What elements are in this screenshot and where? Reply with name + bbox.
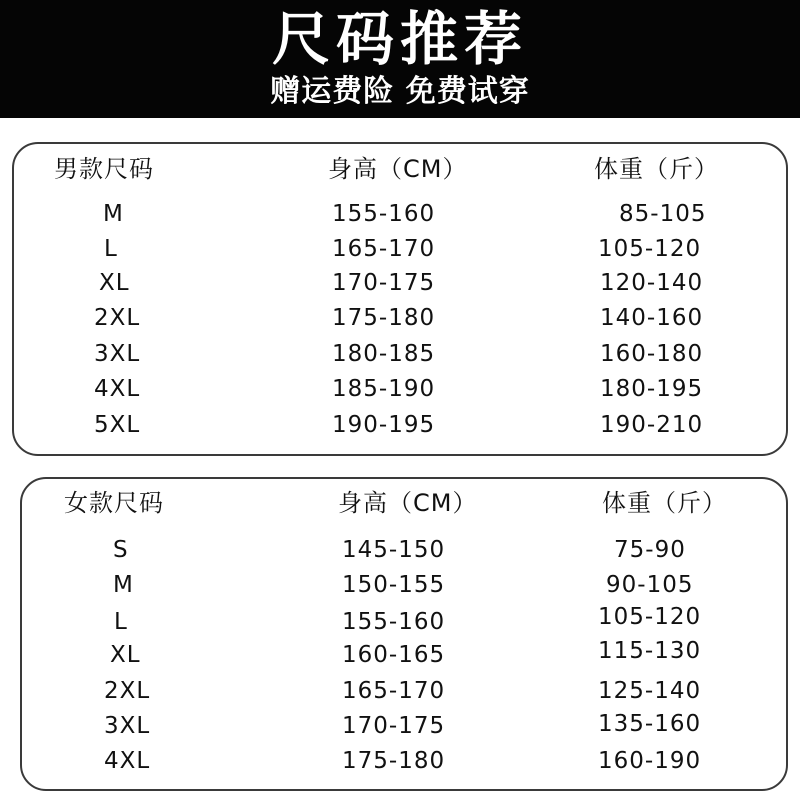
women-size-table (20, 477, 788, 791)
women-weight-cell: 115-130 (598, 638, 702, 664)
men-weight-cell: 140-160 (600, 305, 704, 331)
women-height-cell: 165-170 (342, 678, 446, 704)
men-size-cell: M (103, 201, 124, 227)
women-size-cell: XL (110, 642, 141, 668)
men-height-cell: 170-175 (332, 270, 436, 296)
women-height-cell: 175-180 (342, 748, 446, 774)
women-header-weight: 体重（斤） (602, 489, 727, 517)
women-size-cell: M (113, 572, 134, 598)
men-height-cell: 190-195 (332, 412, 436, 438)
men-header-size: 男款尺码 (54, 155, 154, 183)
men-height-cell: 155-160 (332, 201, 436, 227)
women-height-cell: 170-175 (342, 713, 446, 739)
women-weight-cell: 105-120 (598, 604, 702, 630)
women-height-cell: 145-150 (342, 537, 446, 563)
women-size-cell: 3XL (104, 713, 151, 739)
women-weight-cell: 135-160 (598, 711, 702, 737)
men-header-height: 身高（CM） (328, 155, 468, 183)
men-height-cell: 180-185 (332, 341, 436, 367)
women-weight-cell: 75-90 (614, 537, 686, 563)
banner-title: 尺码推荐 (271, 5, 528, 73)
men-height-cell: 165-170 (332, 236, 436, 262)
women-header-height: 身高（CM） (338, 489, 478, 517)
men-size-cell: 2XL (94, 305, 141, 331)
men-weight-cell: 160-180 (600, 341, 704, 367)
men-size-cell: L (104, 236, 118, 262)
men-weight-cell: 180-195 (600, 376, 704, 402)
men-size-cell: 4XL (94, 376, 141, 402)
women-height-cell: 155-160 (342, 609, 446, 635)
men-size-cell: XL (99, 270, 130, 296)
men-size-cell: 3XL (94, 341, 141, 367)
women-header-size: 女款尺码 (64, 489, 164, 517)
men-weight-cell: 85-105 (619, 201, 707, 227)
men-height-cell: 185-190 (332, 376, 436, 402)
men-size-table (12, 142, 788, 456)
men-weight-cell: 120-140 (600, 270, 704, 296)
women-weight-cell: 125-140 (598, 678, 702, 704)
men-header-weight: 体重（斤） (594, 155, 719, 183)
banner-subtitle: 赠运费险 免费试穿 (270, 74, 530, 109)
women-size-cell: 2XL (104, 678, 151, 704)
women-height-cell: 150-155 (342, 572, 446, 598)
men-weight-cell: 105-120 (598, 236, 702, 262)
men-height-cell: 175-180 (332, 305, 436, 331)
men-size-cell: 5XL (94, 412, 141, 438)
women-weight-cell: 90-105 (606, 572, 694, 598)
header-banner (0, 0, 800, 118)
men-weight-cell: 190-210 (600, 412, 704, 438)
women-size-cell: S (113, 537, 129, 563)
women-weight-cell: 160-190 (598, 748, 702, 774)
women-height-cell: 160-165 (342, 642, 446, 668)
women-size-cell: L (114, 609, 128, 635)
women-size-cell: 4XL (104, 748, 151, 774)
